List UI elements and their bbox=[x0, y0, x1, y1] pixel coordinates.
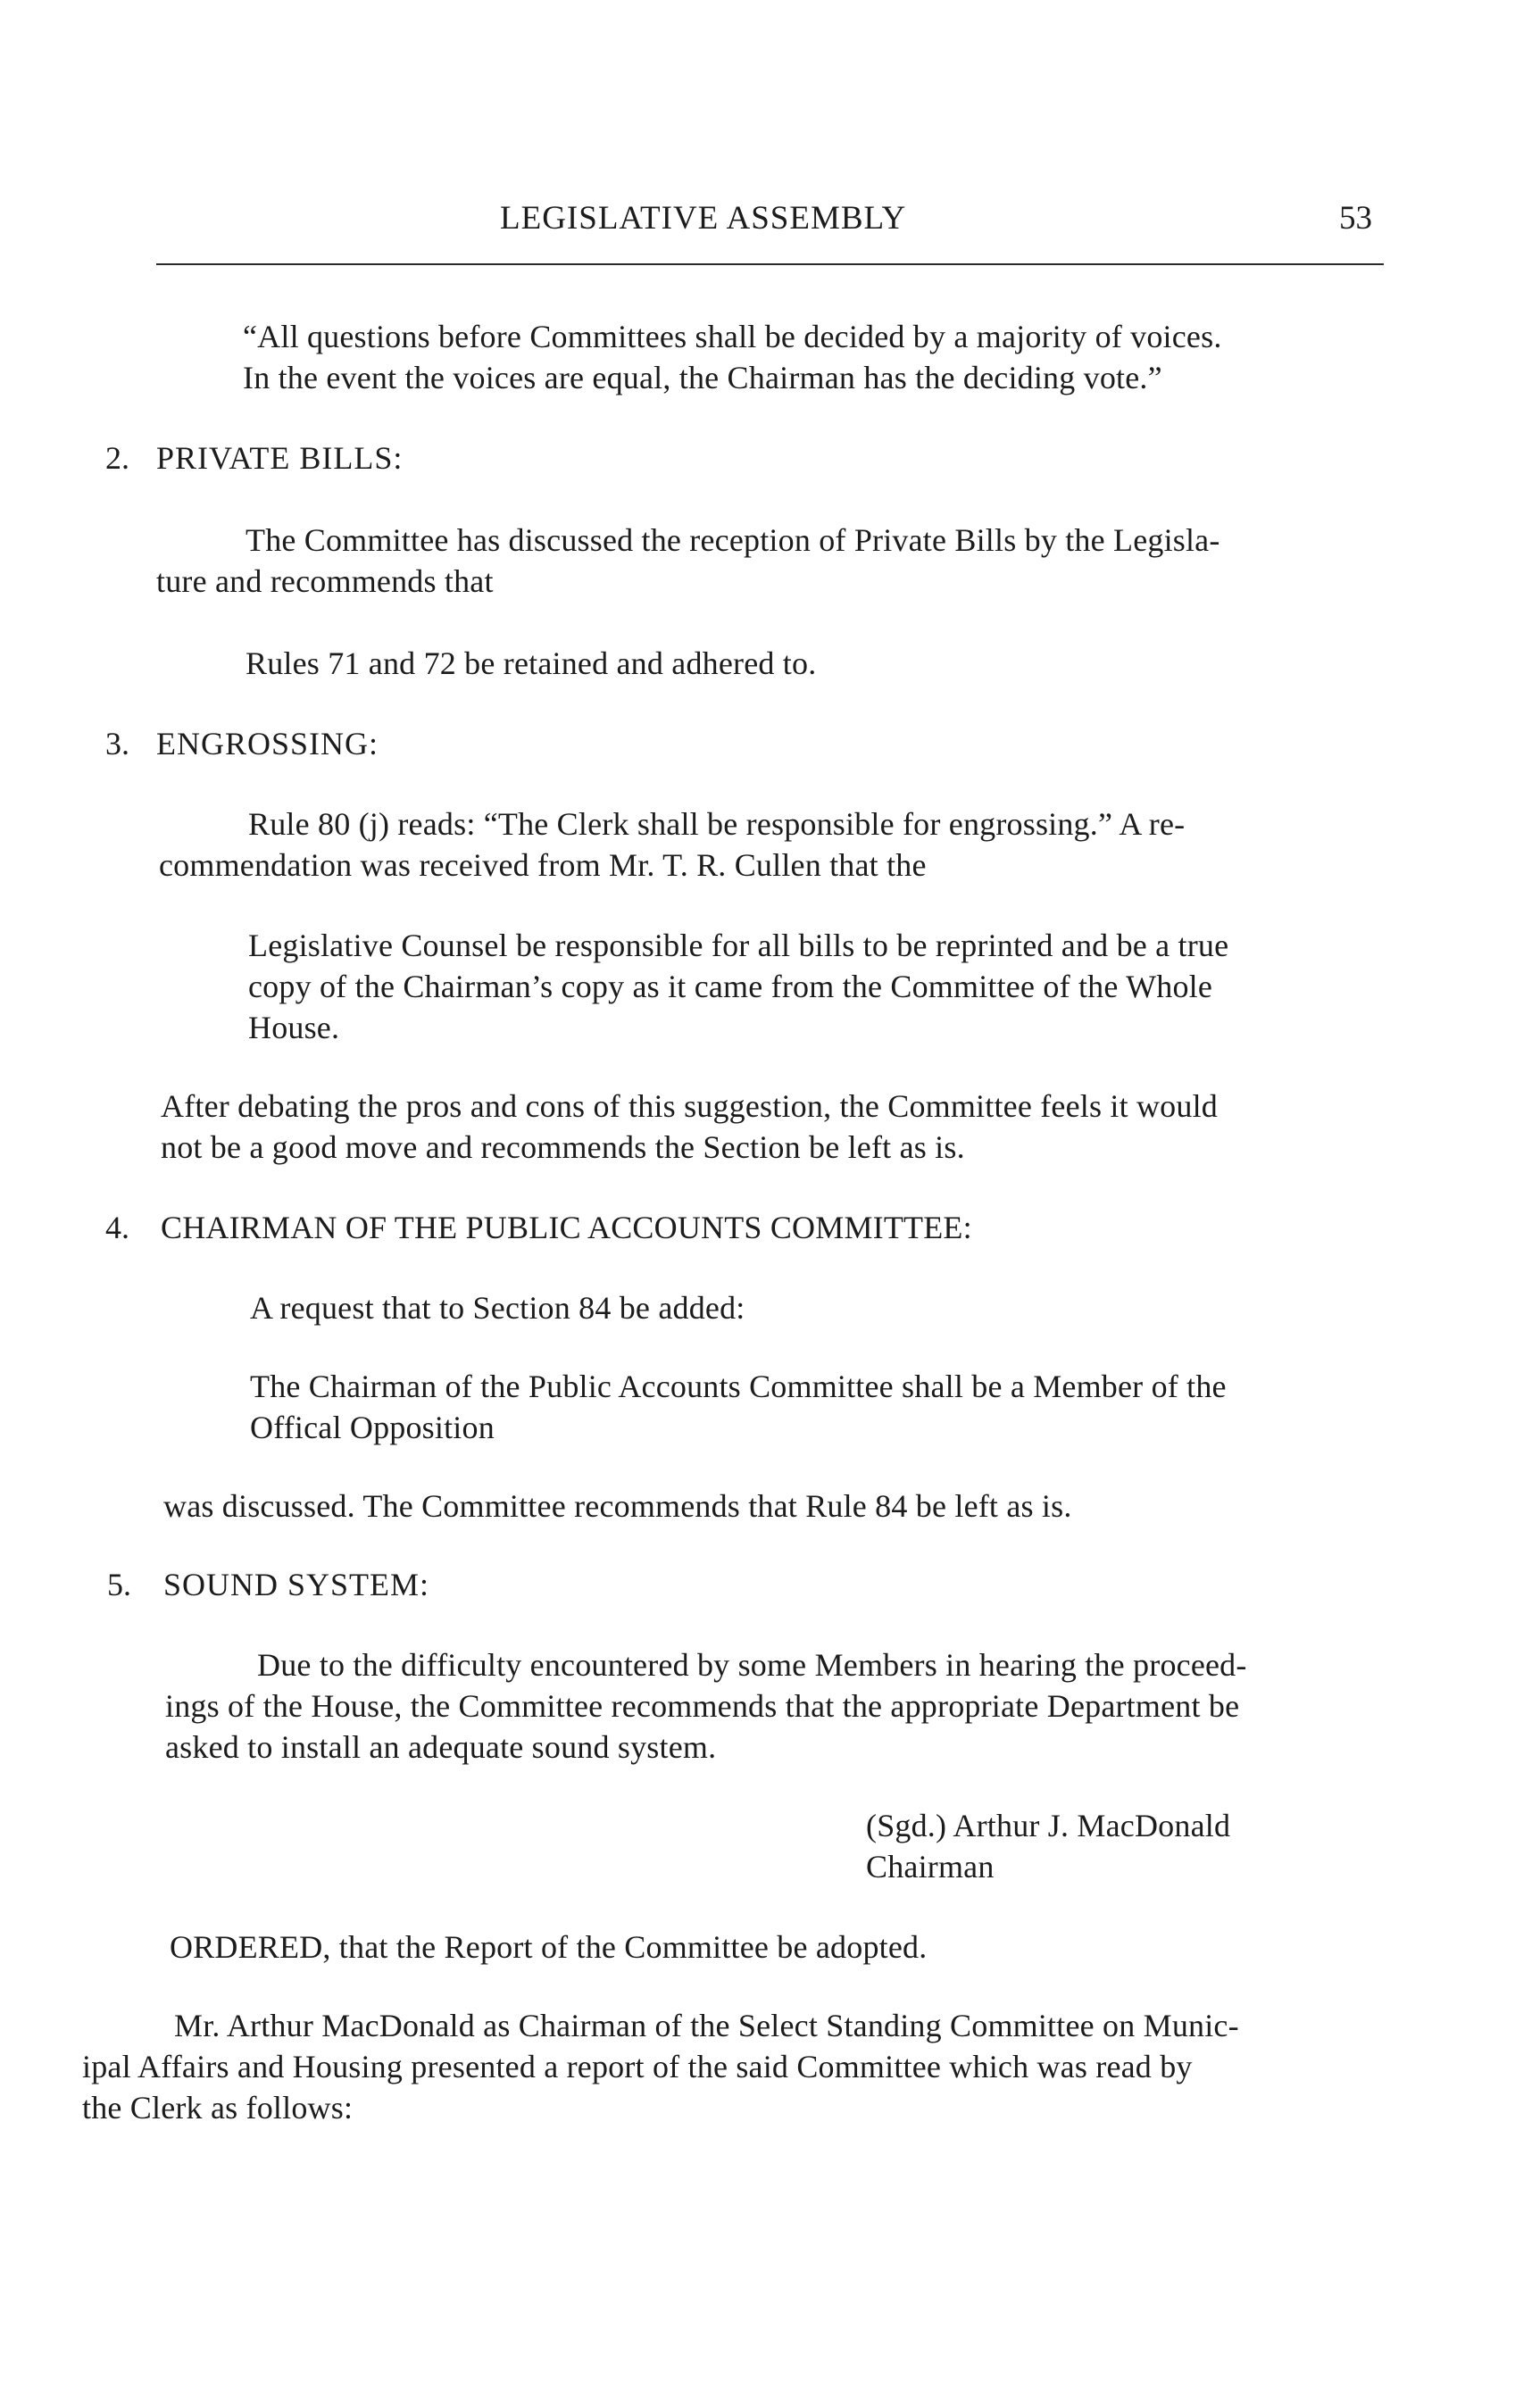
section-2-number: 2. bbox=[105, 440, 129, 476]
section-5-number: 5. bbox=[107, 1567, 131, 1602]
section-4-heading: CHAIRMAN OF THE PUBLIC ACCOUNTS COMMITTEE: bbox=[161, 1210, 972, 1245]
intro-quote-line-1: “All questions before Committees shall be decided by a majority of voices. bbox=[243, 319, 1222, 354]
section-3-quote-line-3: House. bbox=[248, 1010, 340, 1045]
section-4-quote-line-1: The Chairman of the Public Accounts Committee shall be a Member of the bbox=[250, 1369, 1227, 1404]
intro-quote-line-2: In the event the voices are equal, the Chairman has the deciding vote.” bbox=[243, 360, 1162, 395]
section-3-quote-line-2: copy of the Chairman’s copy as it came from the Committee of the Whole bbox=[248, 969, 1213, 1004]
section-3-number: 3. bbox=[105, 726, 129, 761]
section-4-request: A request that to Section 84 be added: bbox=[250, 1290, 745, 1326]
section-3-heading: ENGROSSING: bbox=[156, 726, 379, 761]
section-3-paragraph-line-1: Rule 80 (j) reads: “The Clerk shall be responsible for engrossing.” A re- bbox=[248, 806, 1186, 842]
closing-paragraph-line-2: ipal Affairs and Housing presented a report of the said Committee which was read by bbox=[82, 2049, 1193, 2084]
running-header-title: LEGISLATIVE ASSEMBLY bbox=[500, 200, 907, 237]
section-3-paragraph-line-2: commendation was received from Mr. T. R. Cullen that the bbox=[159, 847, 927, 883]
section-5-heading: SOUND SYSTEM: bbox=[163, 1567, 430, 1602]
section-3-conclusion-line-2: not be a good move and recommends the Section be left as is. bbox=[161, 1129, 965, 1165]
closing-paragraph-line-3: the Clerk as follows: bbox=[82, 2090, 354, 2126]
signature-name: (Sgd.) Arthur J. MacDonald bbox=[866, 1808, 1231, 1843]
ordered-statement: ORDERED, that the Report of the Committee be adopted. bbox=[170, 1929, 928, 1965]
section-4-conclusion: was discussed. The Committee recommends that Rule 84 be left as is. bbox=[163, 1488, 1072, 1524]
section-5-paragraph-line-1: Due to the difficulty encountered by some Members in hearing the proceed- bbox=[257, 1647, 1247, 1683]
section-2-paragraph-line-1: The Committee has discussed the reception of Private Bills by the Legisla- bbox=[246, 522, 1220, 558]
section-2-heading: PRIVATE BILLS: bbox=[156, 440, 404, 476]
page-number: 53 bbox=[1339, 200, 1372, 237]
section-2-paragraph-line-2: ture and recommends that bbox=[156, 563, 494, 599]
signature-title: Chairman bbox=[866, 1849, 995, 1885]
section-5-paragraph-line-3: asked to install an adequate sound system. bbox=[165, 1729, 717, 1765]
section-4-number: 4. bbox=[105, 1210, 129, 1245]
closing-paragraph-line-1: Mr. Arthur MacDonald as Chairman of the Select Standing Committee on Munic- bbox=[174, 2008, 1239, 2043]
section-3-quote-line-1: Legislative Counsel be responsible for all bills to be reprinted and be a true bbox=[248, 928, 1229, 963]
section-3-conclusion-line-1: After debating the pros and cons of this suggestion, the Committee feels it would bbox=[161, 1088, 1218, 1124]
section-2-rule-statement: Rules 71 and 72 be retained and adhered to. bbox=[246, 645, 817, 681]
header-rule bbox=[156, 263, 1384, 265]
section-4-quote-line-2: Offical Opposition bbox=[250, 1410, 495, 1445]
section-5-paragraph-line-2: ings of the House, the Committee recommends that the appropriate Department be bbox=[165, 1688, 1240, 1724]
